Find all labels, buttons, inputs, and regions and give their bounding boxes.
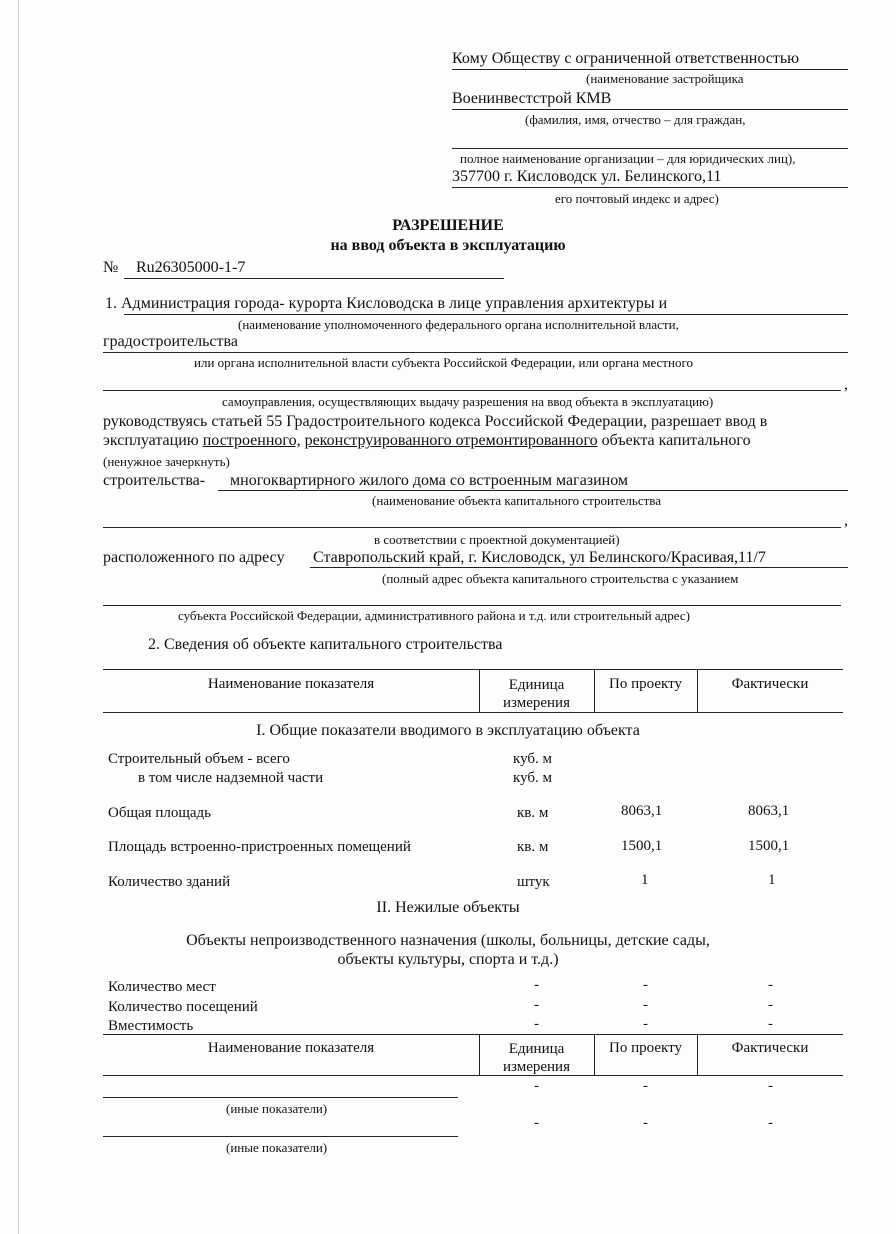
caption-authority1: (наименование уполномоченного федерального органа исполнительной власти, [238,317,679,332]
text-struck-options: реконструированного отремонтированного [304,432,598,449]
caption-authority3: самоуправления, осуществляющих выдачу разрешения на ввод объекта в эксплуатацию) [222,394,714,409]
header2-unit-line1: Единица [508,1041,565,1057]
other2-plan: - [643,1115,648,1131]
header2-name: Наименование показателя [207,1040,375,1056]
caption-org: полное наименование организации – для юридических лиц), [460,151,796,166]
issuer-line2: градостроительства [103,333,238,350]
caption-fio: (фамилия, имя, отчество – для граждан, [525,112,746,127]
company-line1: Обществу с ограниченной ответственностью [491,50,800,67]
row-above-ground-unit: куб. м [513,770,553,786]
row-builtin-fact: 1500,1 [748,838,790,854]
row-area-plan: 8063,1 [621,803,663,819]
row-area-unit: кв. м [517,805,549,821]
row-area-name: Общая площадь [108,805,212,821]
to-label: Кому [452,50,488,67]
header2-fact: Фактически [731,1040,809,1056]
row-buildings-fact: 1 [768,872,776,888]
group2-sub1: Объекты непроизводственного назначения (школы, больницы, детские сады, [186,932,710,949]
row-capacity-fact: - [768,1016,773,1032]
row-builtin-name: Площадь встроенно-пристроенных помещений [108,839,411,855]
header2-plan: По проекту [609,1040,682,1056]
caption-project: в соответствии с проектной документацией) [374,532,620,547]
number-sign: № [103,259,119,276]
row-buildings-name: Количество зданий [108,874,231,890]
header-name: Наименование показателя [207,676,375,692]
header-unit [479,676,594,712]
comma-2: , [844,512,848,529]
text-built: построенного, [202,432,301,449]
group2-title: II. Нежилые объекты [376,899,520,916]
other1-caption: (иные показатели) [226,1101,328,1116]
row-places-name: Количество мест [108,979,216,995]
row-builtin-plan: 1500,1 [621,838,663,854]
other1-plan: - [643,1078,648,1094]
other2-caption: (иные показатели) [226,1140,328,1155]
location-label: расположенного по адресу [103,549,285,566]
row-places-plan: - [643,977,648,993]
row-buildings-plan: 1 [641,872,649,888]
caption-object: (наименование объекта капитального строительства [372,493,662,508]
other1-fact: - [768,1078,773,1094]
caption-strike: (ненужное зачеркнуть) [103,454,230,469]
header-unit-line2: измерения [502,695,570,711]
header-fact: Фактически [731,676,809,692]
row-places-fact: - [768,977,773,993]
section2-title: 2. Сведения об объекте капитального строительства [148,636,503,653]
row-buildings-unit: штук [517,874,550,890]
location-value: Ставропольский край, г. Кисловодск, ул Белинского/Красивая,11/7 [313,549,766,566]
row-builtin-unit: кв. м [517,839,549,855]
construction-label: строительства- [103,472,206,489]
header-unit-line1: Единица [508,677,565,693]
caption-builder: (наименование застройщика [586,71,744,86]
postal-address: 357700 г. Кисловодск ул. Белинского,11 [452,168,722,185]
group1-title: I. Общие показатели вводимого в эксплуатацию объекта [256,722,640,739]
row-area-fact: 8063,1 [748,803,790,819]
group2-sub2: объекты культуры, спорта и т.д.) [337,951,559,968]
row-visits-unit: - [534,997,539,1013]
object-name: многоквартирного жилого дома со встроенным магазином [230,472,629,489]
caption-authority2: или органа исполнительной власти субъекта Российской Федерации, или органа местного [194,355,693,370]
text-exploitation: эксплуатацию [103,432,199,449]
issuer-line1: 1. Администрация города- курорта Кисловодска в лице управления архитектуры и [105,295,668,312]
other2-unit: - [534,1115,539,1131]
document-title: РАЗРЕШЕНИЕ [392,217,504,234]
caption-address2: субъекта Российской Федерации, административного района и т.д. или строительный адрес) [178,608,690,623]
other1-unit: - [534,1078,539,1094]
row-volume-name: Строительный объем - всего [108,751,290,767]
row-visits-plan: - [643,997,648,1013]
permit-number: Ru26305000-1-7 [136,259,246,276]
row-visits-name: Количество посещений [108,999,258,1015]
company-line2: Военинвестстрой КМВ [452,90,612,107]
row-capacity-name: Вместимость [108,1018,194,1034]
permit-text2 [103,432,751,450]
row-capacity-plan: - [643,1016,648,1032]
caption-postal: его почтовый индекс и адрес) [555,191,719,206]
caption-address1: (полный адрес объекта капитального строительства с указанием [382,571,739,586]
document-subtitle: на ввод объекта в эксплуатацию [330,237,566,254]
row-volume-unit: куб. м [513,751,553,767]
page-edge [18,0,19,1234]
text-capital: объекта капитального [601,432,751,449]
header-plan: По проекту [609,676,682,692]
header2-unit-line2: измерения [502,1059,570,1075]
row-places-unit: - [534,977,539,993]
other2-fact: - [768,1115,773,1131]
header2-unit [479,1040,594,1076]
addressee-line1 [452,50,799,68]
row-above-ground-name: в том числе надземной части [138,770,324,786]
comma-1: , [844,376,848,393]
row-visits-fact: - [768,997,773,1013]
row-capacity-unit: - [534,1016,539,1032]
permit-text1: руководствуясь статьей 55 Градостроительного кодекса Российской Федерации, разрешает ввод в [103,413,768,430]
